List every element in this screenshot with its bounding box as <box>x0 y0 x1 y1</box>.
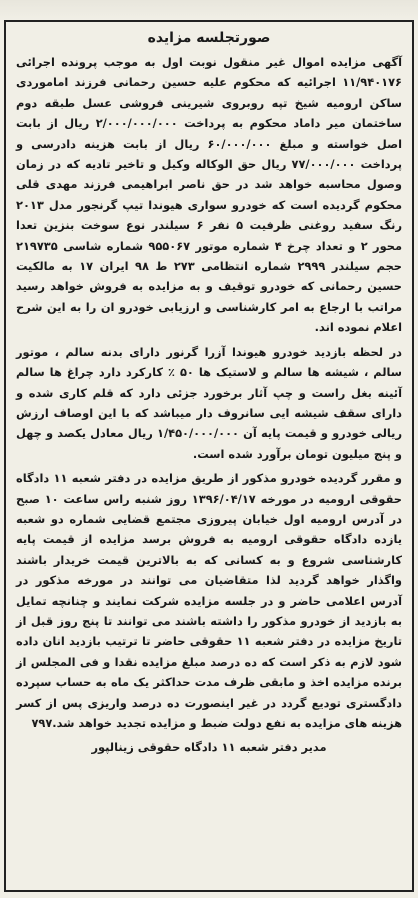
paragraph-case-details: آگهی مزایده اموال غیر منقول نوبت اول به موجب پرونده اجرائی ۱۱/۹۴۰۱۷۶ اجرائیه که محکوم علیه حسین رحمانی فرزند اماموردی ساکن ارومیه شیخ تپه روبروی شیرینی فروشی عسل طبقه دوم ساختمان میر داماد محکوم به پرداخت ۲/۰۰۰/۰۰۰/۰۰۰ ریال از بابت اصل خواسته و مبلغ ۶۰/۰۰۰/۰۰۰ ریال از بابت هزینه دادرسی و پرداخت ۷۷/۰۰۰/۰۰۰ ریال حق الوکاله وکیل و تاخیر تادیه که در زمان وصول محاسبه خواهد شد در حق ناصر ابراهیمی فرزند مهدی قلی محکوم گردیده است که خودرو سواری هیوندا تیپ گرنجور مدل ۲۰۱۳ رنگ سفید روغنی ظرفیت ۵ نفر ۶ سیلندر نوع سوخت بنزین تعدا محور ۲ و تعداد چرخ ۴ شماره موتور ۹۵۵۰۶۷ شماره شاسی ۲۱۹۷۳۵ حجم سیلندر ۲۹۹۹ شماره انتظامی ۲۷۳ ط ۹۸ ایران ۱۷ به مالکیت حسین رحمانی که خودرو توقیف و به مزایده به فروش خواهد رسید مراتب با ارجاع به امر کارشناسی و ارزیابی خودرو ان را به این شرح اعلام نموده اند. <box>16 55 403 335</box>
adjacent-column-edge <box>0 0 418 20</box>
paragraph-auction-terms: و مقرر گردیده خودرو مذکور از طریق مزایده در دفتر شعبه ۱۱ دادگاه حقوقی ارومیه در مورخه ۱۳۹۶/۰۴/۱۷ روز شنبه راس ساعت ۱۰ صبح در آدرس ارومیه اول خیابان پیروزی مجتمع قضایی شماره دو شعبه یازده دادگاه حقوقی ارومیه به فروش برسد مزایده از قیمت پایه کارشناسی شروع و به کسانی که به بالاترین قیمت خریدار باشند واگذار خواهد گردید لذا متقاضیان می توانند در مورخه مذکور در آدرس اعلامی حاضر و در جلسه مزایده شرکت نمایند و چنانچه تمایل به بازدید از خودرو مذکور را داشته باشند می توانند تا پنج روز قبل از تاریخ مزایده در دفتر شعبه ۱۱ حقوقی حاضر تا ترتیب بازدید انان داده شود لازم به ذکر است که ده درصد مبلغ مزایده نقدا و فی المجلس از برنده مزایده اخذ و مابقی ظرف مدت حداکثر یک ماه به حساب سپرده دادگستری تودیع گردد در غیر اینصورت ده درصد واریزی پس از کسر هزینه های مزایده به نفع دولت ضبط و مزایده تجدید خواهد شد.۷۹۷ <box>16 471 402 730</box>
notice-signature: مدیر دفتر شعبه ۱۱ دادگاه حقوقی زینالپور <box>91 740 327 755</box>
notice-title: صورتجلسه مزایده <box>147 30 271 46</box>
notice-box <box>4 20 414 892</box>
paragraph-vehicle-inspection: در لحظه بازدید خودرو هیوندا آزرا گرنور دارای بدنه سالم ، موتور سالم ، شیشه ها سالم و لاستیک ها ۵۰ ٪ کارکرد دارد چراغ ها سالم آئینه بغل راست و چپ آثار برخورد جزئی دارد که قلم کاری شده و دارای سقف شیشه ایی سانروف دار میباشد که با این اوصاف ارزش ریالی خودرو و قیمت پایه آن ۱/۴۵۰/۰۰۰/۰۰۰ ریال معادل یکصد و چهل و پنج میلیون تومان برآورد شده است. <box>16 344 402 461</box>
